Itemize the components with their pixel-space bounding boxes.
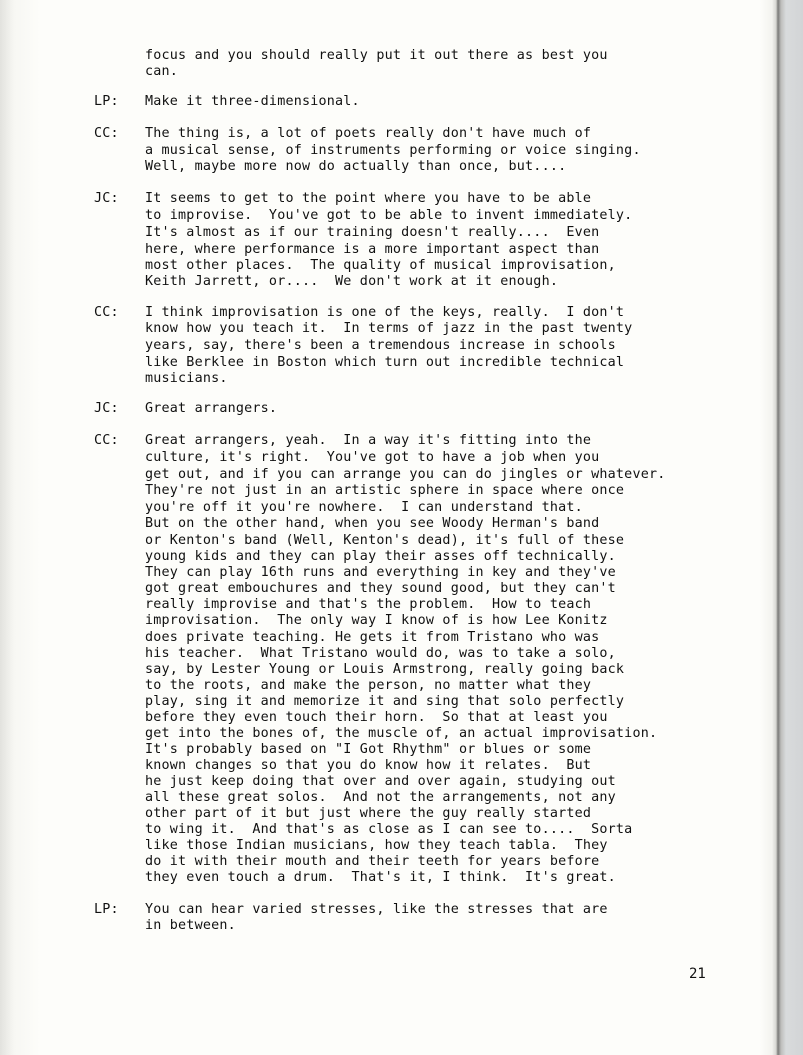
text-line: do it with their mouth and their teeth for years before: [145, 854, 600, 869]
text-line: culture, it's right. You've got to have a job when you: [145, 450, 600, 465]
text-line: They're not just in an artistic sphere in space where once: [145, 483, 625, 498]
speaker-label: JC:: [94, 191, 119, 206]
text-line: to wing it. And that's as close as I can see to.... Sorta: [145, 822, 633, 837]
text-line: The thing is, a lot of poets really don't have much of: [145, 126, 592, 141]
text-line: all these great solos. And not the arrangements, not any: [145, 790, 616, 805]
text-line: in between.: [145, 918, 236, 933]
text-line: other part of it but just where the guy really started: [145, 806, 592, 821]
text-line: But on the other hand, when you see Woody Herman's band: [145, 516, 600, 531]
text-line: a musical sense, of instruments performing or voice singing.: [145, 143, 641, 158]
speaker-label: CC:: [94, 305, 119, 320]
page-number: 21: [689, 966, 706, 982]
speaker-label: LP:: [94, 94, 119, 109]
text-line: It seems to get to the point where you have to be able: [145, 191, 592, 206]
text-line: It's almost as if our training doesn't really.... Even: [145, 225, 600, 240]
text-line: improvisation. The only way I know of is how Lee Konitz: [145, 613, 608, 628]
text-line: or Kenton's band (Well, Kenton's dead), it's full of these: [145, 533, 625, 548]
text-line: They can play 16th runs and everything in key and they've: [145, 565, 616, 580]
text-line: years, say, there's been a tremendous increase in schools: [145, 338, 616, 353]
text-line: Great arrangers.: [145, 401, 278, 416]
text-line: Make it three-dimensional.: [145, 94, 360, 109]
text-line: you're off it you're nowhere. I can understand that.: [145, 500, 583, 515]
text-line: to improvise. You've got to be able to invent immediately.: [145, 208, 633, 223]
text-line: get out, and if you can arrange you can do jingles or whatever.: [145, 467, 666, 482]
text-line: they even touch a drum. That's it, I think. It's great.: [145, 870, 616, 885]
text-line: got great embouchures and they sound good, but they can't: [145, 581, 616, 596]
text-line: here, where performance is a more important aspect than: [145, 242, 600, 257]
text-line: focus and you should really put it out there as best you: [145, 48, 608, 63]
text-line: can.: [145, 64, 179, 79]
text-line: his teacher. What Tristano would do, was to take a solo,: [145, 646, 616, 661]
text-line: really improvise and that's the problem. How to teach: [145, 597, 592, 612]
text-line: It's probably based on "I Got Rhythm" or blues or some: [145, 742, 592, 757]
text-line: Well, maybe more now do actually than once, but....: [145, 159, 567, 174]
text-line: does private teaching. He gets it from Tristano who was: [145, 630, 600, 645]
text-line: before they even touch their horn. So that at least you: [145, 710, 608, 725]
speaker-label: JC:: [94, 401, 119, 416]
text-line: like Berklee in Boston which turn out incredible technical: [145, 355, 625, 370]
speaker-label: LP:: [94, 902, 119, 917]
text-line: Keith Jarrett, or.... We don't work at it enough.: [145, 274, 559, 289]
text-line: get into the bones of, the muscle of, an actual improvisation.: [145, 726, 658, 741]
text-line: I think improvisation is one of the keys, really. I don't: [145, 305, 625, 320]
speaker-label: CC:: [94, 433, 119, 448]
text-line: known changes so that you do know how it relates. But: [145, 758, 592, 773]
text-line: young kids and they can play their asses off technically.: [145, 549, 616, 564]
text-line: play, sing it and memorize it and sing that solo perfectly: [145, 694, 625, 709]
text-line: most other places. The quality of musical improvisation,: [145, 258, 616, 273]
text-line: say, by Lester Young or Louis Armstrong, really going back: [145, 662, 625, 677]
text-line: You can hear varied stresses, like the stresses that are: [145, 902, 608, 917]
text-line: to the roots, and make the person, no matter what they: [145, 678, 592, 693]
text-line: like those Indian musicians, how they teach tabla. They: [145, 838, 608, 853]
text-line: Great arrangers, yeah. In a way it's fitting into the: [145, 433, 592, 448]
speaker-label: CC:: [94, 126, 119, 141]
text-line: musicians.: [145, 371, 228, 386]
text-line: he just keep doing that over and over again, studying out: [145, 774, 616, 789]
text-line: know how you teach it. In terms of jazz in the past twenty: [145, 321, 633, 336]
